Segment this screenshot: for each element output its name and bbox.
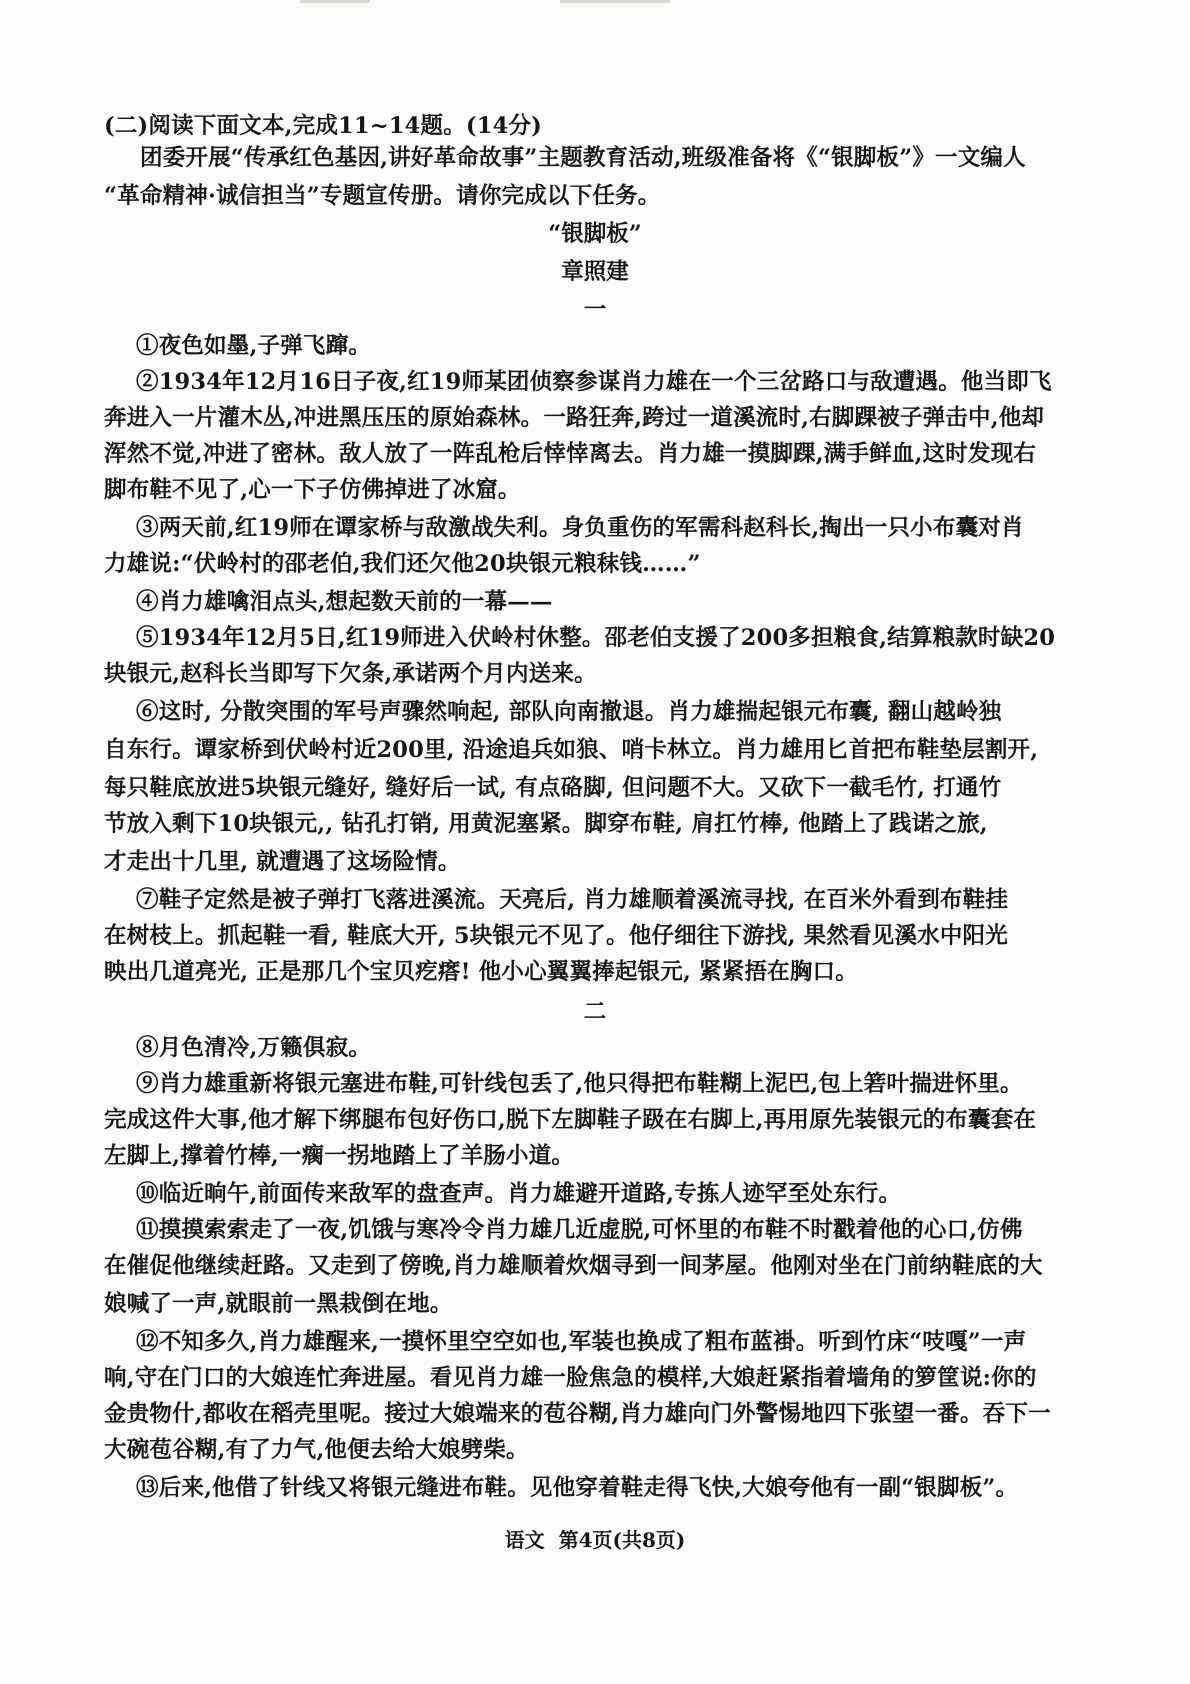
- paragraph-line: 自东行。谭家桥到伏岭村近200里, 沿途追兵如狼、哨卡林立。肖力雄用匕首把布鞋垫层割开,: [104, 737, 1039, 763]
- paragraph-line: 每只鞋底放进5块银元缝好, 缝好后一试, 有点硌脚, 但问题不大。又砍下一截毛竹, 打通竹: [104, 775, 1002, 801]
- page-footer: 语文 第4页(共8页): [504, 1528, 686, 1552]
- paragraph-line: ③两天前,红19师在谭家桥与敌激战失利。身负重伤的军需科赵科长,掏出一只小布囊对肖: [136, 515, 1024, 541]
- paragraph-line: ⑬后来,他借了针线又将银元缝进布鞋。见他穿着鞋走得飞快,大娘夸他有一副“银脚板”。: [136, 1475, 1019, 1501]
- paragraph-line: 在树枝上。抓起鞋一看, 鞋底大开, 5块银元不见了。他仔细往下游找, 果然看见溪水中阳光: [104, 923, 1008, 949]
- paragraph-line: ⑪摸摸索索走了一夜,饥饿与寒冷令肖力雄几近虚脱,可怀里的布鞋不时戳着他的心口,仿佛: [136, 1217, 1023, 1243]
- paragraph-line: 力雄说:“伏岭村的邵老伯,我们还欠他20块银元粮秣钱……”: [104, 551, 701, 577]
- paragraph-line: ⑤1934年12月5日,红19师进入伏岭村休整。邵老伯支援了200多担粮食,结算粮款时缺20: [136, 625, 1056, 651]
- scan-edge-mark: [560, 0, 670, 3]
- paragraph-line: 才走出十几里, 就遭遇了这场险情。: [104, 849, 461, 875]
- part-two-marker: 二: [583, 999, 607, 1025]
- paragraph-line: 娘喊了一声,就眼前一黑栽倒在地。: [104, 1291, 453, 1317]
- paragraph-line: ⑩临近晌午,前面传来敌军的盘查声。肖力雄避开道路,专拣人迹罕至处东行。: [136, 1181, 902, 1207]
- paragraph-line: 完成这件大事,他才解下绑腿布包好伤口,脱下左脚鞋子趿在右脚上,再用原先装银元的布囊套在: [104, 1107, 1037, 1133]
- paragraph-line: 在催促他继续赶路。又走到了傍晚,肖力雄顺着炊烟寻到一间茅屋。他刚对坐在门前纳鞋底的大: [104, 1253, 1043, 1279]
- paragraph-line: 映出几道亮光, 正是那几个宝贝疙瘩! 他小心翼翼捧起银元, 紧紧捂在胸口。: [104, 959, 858, 985]
- article-author: 章照建: [561, 259, 629, 285]
- paragraph-line: 奔进入一片灌木丛,冲进黑压压的原始森林。一路狂奔,跨过一道溪流时,右脚踝被子弹击中,他却: [104, 405, 1045, 431]
- paragraph-line: ②1934年12月16日子夜,红19师某团侦察参谋肖力雄在一个三岔路口与敌遭遇。他当即飞: [136, 369, 1052, 395]
- paragraph-line: 节放入剩下10块银元,, 钻孔打销, 用黄泥塞紧。脚穿布鞋, 肩扛竹棒, 他踏上了践诺之旅,: [104, 811, 988, 837]
- section-heading: (二)阅读下面文本,完成11~14题。(14分): [104, 113, 543, 139]
- paragraph-line: 浑然不觉,冲进了密林。敌人放了一阵乱枪后悻悻离去。肖力雄一摸脚踝,满手鲜血,这时发现右: [104, 441, 1037, 467]
- intro-line: “革命精神·诚信担当”专题宣传册。请你完成以下任务。: [104, 183, 661, 209]
- paragraph-line: 块银元,赵科长当即写下欠条,承诺两个月内送来。: [104, 661, 597, 687]
- paragraph-line: ①夜色如墨,子弹飞蹿。: [136, 333, 372, 359]
- paragraph-line: 响,守在门口的大娘连忙奔进屋。看见肖力雄一脸焦急的模样,大娘赶紧指着墙角的箩筐说:你的: [104, 1365, 1037, 1391]
- paragraph-line: 左脚上,撑着竹棒,一瘸一拐地踏上了羊肠小道。: [104, 1143, 575, 1169]
- paragraph-line: ④肖力雄噙泪点头,想起数天前的一幕——: [136, 589, 553, 615]
- paragraph-line: 脚布鞋不见了,心一下子仿佛掉进了冰窟。: [104, 477, 521, 503]
- paragraph-line: 金贵物什,都收在稻壳里呢。接过大娘端来的苞谷糊,肖力雄向门外警惕地四下张望一番。吞下一: [104, 1401, 1051, 1427]
- paragraph-line: 大碗苞谷糊,有了力气,他便去给大娘劈柴。: [104, 1437, 529, 1463]
- paragraph-line: ⑥这时, 分散突围的军号声骤然响起, 部队向南撤退。肖力雄揣起银元布囊, 翻山越岭独: [136, 699, 1002, 725]
- article-title: “银脚板”: [548, 221, 642, 247]
- scan-edge-mark: [300, 0, 370, 3]
- part-one-marker: 一: [583, 297, 607, 323]
- paragraph-line: ⑨肖力雄重新将银元塞进布鞋,可针线包丢了,他只得把布鞋糊上泥巴,包上箬叶揣进怀里。: [136, 1071, 1023, 1097]
- paragraph-line: ⑧月色清冷,万籁俱寂。: [136, 1035, 372, 1061]
- paragraph-line: ⑫不知多久,肖力雄醒来,一摸怀里空空如也,军装也换成了粗布蓝褂。听到竹床“吱嘎”一声: [136, 1329, 1027, 1355]
- paragraph-line: ⑦鞋子定然是被子弹打飞落进溪流。天亮后, 肖力雄顺着溪流寻找, 在百米外看到布鞋挂: [136, 887, 1009, 913]
- intro-line: 团委开展“传承红色基因,讲好革命故事”主题教育活动,班级准备将《“银脚板”》一文编人: [140, 145, 1026, 171]
